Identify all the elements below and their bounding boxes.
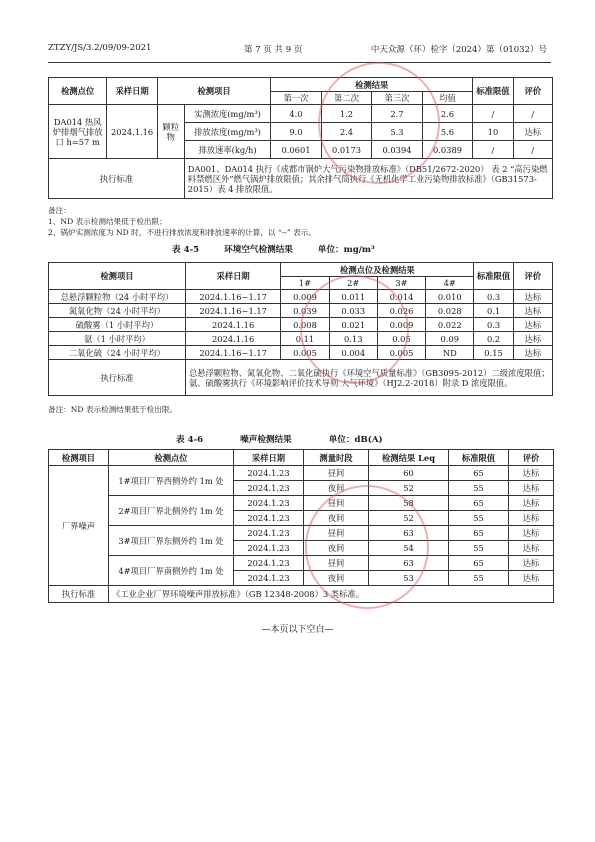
notes-2: 备注：ND 表示检测结果低于检出限。: [48, 405, 178, 414]
cell: 0.010: [426, 290, 474, 304]
caption-title: 环境空气检测结果: [224, 245, 293, 255]
cell: 0.011: [329, 290, 377, 304]
cell: 0.026: [377, 304, 425, 318]
cell: 65: [449, 496, 509, 511]
page-end-note: —本页以下空白—: [261, 625, 334, 635]
caption-title: 噪声检测结果: [240, 435, 292, 445]
noise-item: 厂界噪声: [49, 466, 109, 586]
cell: 0.005: [281, 346, 329, 360]
cell: 55: [449, 541, 509, 556]
seal-stamp: [305, 485, 429, 609]
page-number: 第 7 页 共 9 页: [244, 45, 303, 55]
cell: 0.13: [329, 332, 377, 346]
th-item: 检测项目: [49, 263, 186, 290]
cell: 达标: [513, 290, 552, 304]
std-text: 总悬浮颗粒物、氮氧化物、二氧化硫执行《环境空气质量标准》（GB3095-2012）二级浓度限值；氨、硫酸雾执行《环境影响评价技术导则 大气环境》（HJ2.2-2018）附录 D 浓度限值。: [185, 360, 552, 396]
cell: 55: [449, 481, 509, 496]
table-caption: [176, 433, 383, 445]
cell: 52: [369, 481, 449, 496]
std-text: DA001、DA014 执行《成都市锅炉大气污染物排放标准》（DB51/2672-2020） 表 2 “高污染燃料禁燃区外”燃气锅炉排放限值；其余排气筒执行《无机化学工业污染物排放标准》（GB31573-2015）表 4 排放限值。: [184, 159, 552, 199]
th-limit: 标准限值: [473, 78, 513, 105]
seal-stamp: [300, 275, 409, 384]
cell: 达标: [509, 526, 554, 541]
th-limit: 标准限值: [474, 263, 513, 290]
cell: 达标: [509, 466, 554, 481]
cell: 0.022: [426, 318, 474, 332]
cell: 0.014: [377, 290, 425, 304]
cell: 53: [369, 571, 449, 586]
noise-point: 1#项目厂界西侧外约 1m 处: [109, 466, 234, 496]
cell: 0.3: [474, 290, 513, 304]
cell: 0.09: [426, 332, 474, 346]
th-period: 测量时段: [304, 450, 369, 466]
cell: 昼间: [304, 526, 369, 541]
page-header: [48, 43, 547, 55]
cell: 0.1: [474, 304, 513, 318]
cell: 2024.1.16: [185, 332, 280, 346]
sampling-date: 2024.1.16: [107, 105, 158, 159]
cell: 达标: [513, 304, 552, 318]
cell: 5.3: [372, 123, 423, 141]
cell: 0.0389: [422, 141, 473, 159]
cell: 0.039: [281, 304, 329, 318]
cell: 55: [449, 571, 509, 586]
cell: 0.11: [281, 332, 329, 346]
cell: 1.2: [321, 105, 372, 123]
th-eval: 评价: [513, 78, 552, 105]
cell: 达标: [509, 481, 554, 496]
th-date: 采样日期: [107, 78, 158, 105]
th-eval: 评价: [513, 263, 552, 290]
cell: 2.4: [321, 123, 372, 141]
th-date: 采样日期: [234, 450, 304, 466]
cell: 硫酸雾（1 小时平均）: [49, 318, 186, 332]
cell: 2024.1.16~1.17: [185, 304, 280, 318]
th-p2: 2#: [329, 277, 377, 290]
cell: 2024.1.23: [234, 481, 304, 496]
caption-unit: 单位：dB(A): [328, 435, 383, 445]
cell: 0.021: [329, 318, 377, 332]
th-point: 检测点位: [109, 450, 234, 466]
cell: 63: [369, 526, 449, 541]
th-item: 检测项目: [49, 450, 109, 466]
cell: 二氧化硫（24 小时平均）: [49, 346, 186, 360]
th-result: 检测结果 Leq: [369, 450, 449, 466]
th-results: 检测结果: [271, 78, 473, 92]
cell: /: [513, 105, 552, 123]
cell: 60: [369, 466, 449, 481]
cell: /: [513, 141, 552, 159]
cell: 55: [449, 511, 509, 526]
cell: 达标: [513, 318, 552, 332]
th-points: 检测点位及检测结果: [281, 263, 474, 277]
cell: 达标: [513, 346, 552, 360]
cell: 2024.1.23: [234, 526, 304, 541]
cell: 2024.1.16~1.17: [185, 290, 280, 304]
header-rule: [48, 62, 551, 63]
cell: 52: [369, 511, 449, 526]
std-text: 《工业企业厂界环境噪声排放标准》（GB 12348-2008）3 类标准。: [109, 586, 554, 603]
cell: 2024.1.23: [234, 511, 304, 526]
cell: 氨（1 小时平均）: [49, 332, 186, 346]
th-limit: 标准限值: [449, 450, 509, 466]
th-r1: 第一次: [271, 92, 322, 105]
caption-number: 表 4-6: [176, 435, 204, 445]
caption-number: 表 4-5: [172, 245, 200, 255]
cell: 0.2: [474, 332, 513, 346]
cell: 达标: [509, 541, 554, 556]
th-point: 检测点位: [49, 78, 107, 105]
note-line: 1、ND 表示检测结果低于检出限；: [48, 217, 167, 226]
cell: 达标: [509, 496, 554, 511]
caption-unit: 单位：mg/m³: [317, 245, 375, 255]
cell: 达标: [509, 511, 554, 526]
th-p4: 4#: [426, 277, 474, 290]
noise-point: 4#项目厂界南侧外约 1m 处: [109, 556, 234, 586]
std-label: 执行标准: [49, 360, 186, 396]
cell: 0.3: [474, 318, 513, 332]
cell: 昼间: [304, 556, 369, 571]
cell: 2024.1.23: [234, 496, 304, 511]
param: 排放速率(kg/h): [184, 141, 270, 159]
param: 排放浓度(mg/m³): [184, 123, 270, 141]
noise-point: 2#项目厂界北侧外约 1m 处: [109, 496, 234, 526]
note-line: 备注：: [48, 206, 71, 215]
cell: 达标: [513, 123, 552, 141]
cell: 夜间: [304, 481, 369, 496]
cell: 0.004: [329, 346, 377, 360]
cell: 65: [449, 526, 509, 541]
cell: 0.0601: [271, 141, 322, 159]
th-r3: 第三次: [372, 92, 423, 105]
cell: 昼间: [304, 466, 369, 481]
th-p1: 1#: [281, 277, 329, 290]
cell: 54: [369, 541, 449, 556]
sampling-point: DA014 热风炉排烟气排放口 h=57 m: [49, 105, 107, 159]
cell: 5.6: [422, 123, 473, 141]
cell: 0.009: [281, 290, 329, 304]
noise-point: 3#项目厂界东侧外约 1m 处: [109, 526, 234, 556]
report-number: 中天众源（环）检字（2024）第（01032）号: [370, 45, 547, 55]
cell: 4.0: [271, 105, 322, 123]
cell: 2024.1.16~1.17: [185, 346, 280, 360]
note-line: 2、锅炉实测浓度为 ND 时，不进行排放浓度和排放速率的计算，以 “--” 表示。: [48, 228, 316, 237]
noise-table: [48, 449, 554, 603]
cell: 0.008: [281, 318, 329, 332]
emission-table: [48, 77, 553, 199]
cell: /: [473, 105, 513, 123]
cell: 氮氧化物（24 小时平均）: [49, 304, 186, 318]
cell: 2024.1.16: [185, 318, 280, 332]
table-caption: [172, 243, 375, 255]
cell: 65: [449, 466, 509, 481]
std-label: 执行标准: [49, 159, 185, 199]
cell: 总悬浮颗粒物（24 小时平均）: [49, 290, 186, 304]
cell: 夜间: [304, 541, 369, 556]
cell: 达标: [509, 571, 554, 586]
cell: 2024.1.23: [234, 556, 304, 571]
cell: 2024.1.23: [234, 541, 304, 556]
cell: 63: [369, 556, 449, 571]
cell: 0.028: [426, 304, 474, 318]
cell: 2.7: [372, 105, 423, 123]
cell: 2.6: [422, 105, 473, 123]
cell: 0.033: [329, 304, 377, 318]
th-date: 采样日期: [185, 263, 280, 290]
cell: 58: [369, 496, 449, 511]
cell: 达标: [513, 332, 552, 346]
seal-stamp: [318, 62, 440, 184]
cell: 夜间: [304, 571, 369, 586]
cell: 0.05: [377, 332, 425, 346]
doc-code: ZTZY/JS/3.2/09/09-2021: [48, 43, 152, 53]
cell: 0.0394: [372, 141, 423, 159]
notes-1: [48, 205, 316, 238]
cell: 0.0173: [321, 141, 372, 159]
cell: 65: [449, 556, 509, 571]
th-item: 检测项目: [157, 78, 270, 105]
th-p3: 3#: [377, 277, 425, 290]
cell: 10: [473, 123, 513, 141]
th-avg: 均值: [422, 92, 473, 105]
param: 实测浓度(mg/m³): [184, 105, 270, 123]
cell: 0.005: [377, 346, 425, 360]
th-r2: 第二次: [321, 92, 372, 105]
std-label: 执行标准: [49, 586, 109, 603]
th-eval: 评价: [509, 450, 554, 466]
cell: 夜间: [304, 511, 369, 526]
cell: ND: [426, 346, 474, 360]
pollutant: 颗粒物: [157, 105, 184, 159]
cell: 昼间: [304, 496, 369, 511]
cell: 0.009: [377, 318, 425, 332]
cell: 达标: [509, 556, 554, 571]
cell: 2024.1.23: [234, 466, 304, 481]
cell: 9.0: [271, 123, 322, 141]
cell: /: [473, 141, 513, 159]
cell: 2024.1.23: [234, 571, 304, 586]
cell: 0.15: [474, 346, 513, 360]
